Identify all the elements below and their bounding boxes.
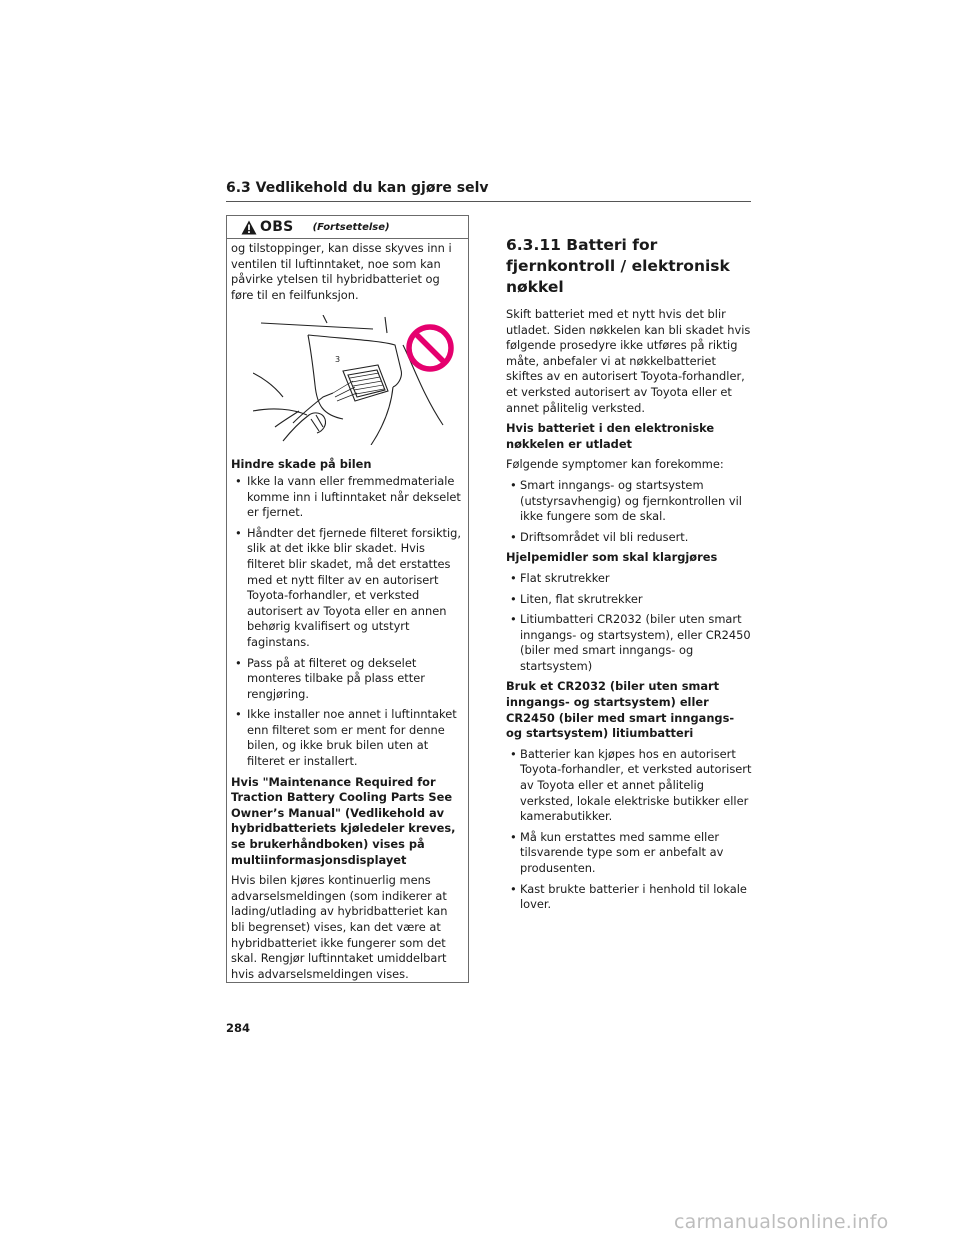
header-divider (226, 201, 751, 202)
list-item: • Batterier kan kjøpes hos en autorisert Toyota-forhandler, et verksted autorisert av Toyota eller et annet pålitelig verksted, lokale elektriske butikker eller kamerabutikker. (506, 747, 752, 825)
caution-body (227, 239, 468, 982)
use-battery-heading: Bruk et CR2032 (biler uten smart inngangs- og startsystem) eller CR2450 (biler med smart inngangs- og startsystem) litiumbatteri (506, 679, 735, 741)
prohibited-icon (409, 327, 451, 369)
list-item: • Driftsområdet vil bli redusert. (506, 530, 752, 546)
tools-list (506, 571, 752, 675)
section-title: 6.3.11 Batteri for fjernkontroll / elektronisk nøkkel (506, 236, 730, 296)
list-item: • Flat skrutrekker (506, 571, 752, 587)
symptoms-intro: Følgende symptomer kan forekomme: (506, 457, 724, 472)
message-body: Hvis bilen kjøres kontinuerlig mens advarselsmeldingen (som indikerer at lading/utlading av hybridbatteriet kan bli begrenset) vises, kan det være at hybridbatteriet ikke fungerer som det skal. Rengjør luftinntaket umiddelbart hvis advarselsmeldingen vises. (231, 873, 448, 981)
watermark: carmanualsonline.info (674, 1211, 889, 1233)
damage-heading: Hindre skade på bilen (231, 457, 372, 472)
list-item: • Ikke installer noe annet i luftinntaket enn filteret som er ment for denne bilen, og ikke bruk bilen uten at filteret er installert. (231, 707, 462, 769)
caution-header (227, 216, 468, 239)
list-item: • Pass på at filteret og dekselet monteres tilbake på plass etter rengjøring. (231, 656, 462, 703)
damage-list (231, 474, 462, 770)
tools-heading: Hjelpemidler som skal klargjøres (506, 550, 718, 565)
air-intake-filter-illustration (253, 315, 463, 445)
list-item: • Liten, flat skrutrekker (506, 592, 752, 608)
list-item: • Kast brukte batterier i henhold til lokale lover. (506, 882, 752, 913)
list-item: • Litiumbatteri CR2032 (biler uten smart inngangs- og startsystem), eller CR2450 (biler med smart inngangs- og startsystem) (506, 612, 752, 674)
section-header: 6.3 Vedlikehold du kan gjøre selv (226, 180, 489, 196)
symptoms-list (506, 478, 752, 545)
caution-box (226, 215, 469, 983)
section-intro: Skift batteriet med et nytt hvis det blir utladet. Siden nøkkelen kan bli skadet hvis følgende prosedyre ikke utføres på riktig måte, anbefaler vi at nøkkelbatteriet skiftes av en autorisert Toyota-forhandler, et verksted autorisert av Toyota eller et annet pålitelig verksted. (506, 307, 751, 415)
list-item: • Må kun erstattes med samme eller tilsvarende type som er anbefalt av produsenten. (506, 830, 752, 877)
page-number: 284 (226, 1021, 251, 1035)
list-item: • Smart inngangs- og startsystem (utstyrsavhengig) og fjernkontrollen vil ikke fungere som de skal. (506, 478, 752, 525)
battery-section (506, 235, 752, 918)
caution-intro: og tilstoppinger, kan disse skyves inn i ventilen til luftinntaket, noe som kan påvirke ytelsen til hybridbatteriet og føre til en feilfunksjon. (231, 241, 452, 302)
caution-label: OBS (260, 219, 294, 235)
list-item: • Håndter det fjernede filteret forsiktig, slik at det ikke blir skadet. Hvis filteret blir skadet, må det erstattes med et nytt filter av en autorisert Toyota-forhandler, et verksted autorisert av Toyota eller en annen behørig kvalifisert og utstyrt faginstans. (231, 526, 462, 651)
illustration-callout: 3 (335, 355, 341, 365)
list-item: • Ikke la vann eller fremmedmateriale komme inn i luftinntaket når dekselet er fjernet. (231, 474, 462, 521)
use-battery-list (506, 747, 752, 913)
continued-label: (Fortsettelse) (312, 221, 390, 233)
message-heading: Hvis "Maintenance Required for Traction Battery Cooling Parts See Owner’s Manual" (Vedlikehold av hybridbatteriets kjøledeler kreves, se brukerhåndboken) vises på multiinformasjonsdisplayet (231, 774, 456, 867)
warning-triangle-icon (241, 220, 257, 235)
discharged-heading: Hvis batteriet i den elektroniske nøkkelen er utladet (506, 421, 715, 451)
